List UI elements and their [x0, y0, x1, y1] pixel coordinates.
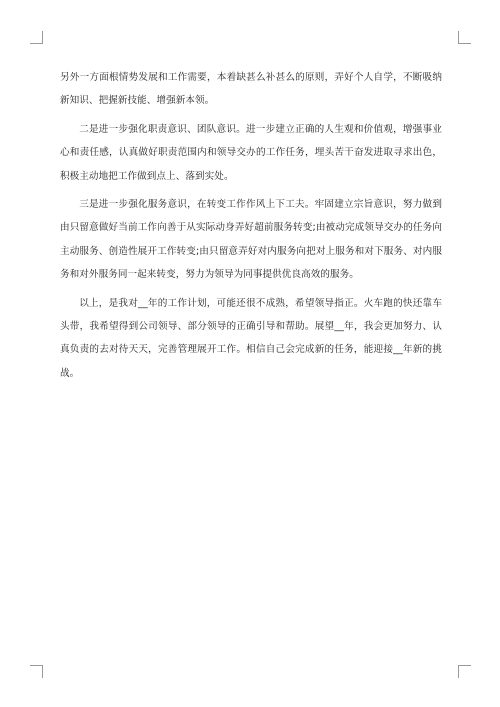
paragraph-service: 三是进一步强化服务意识，在转变工作作风上下工夫。牢固建立宗旨意识，努力做到由只留意做好当前工作向善于从实际动身弄好超前服务转变;由被动完成领导交办的任务向主动服务、创造性展开工作转变;由只留意弄好对内服务向把对上服务和对下服务、对内服务和对外服务同一起来转变，努力为领导为同事提供优良高效的服务。: [60, 199, 442, 281]
paragraph-responsibility: 二是进一步强化职责意识、团队意识。进一步建立正确的人生观和价值观，增强事业心和责任感，认真做好职责范围内和领导交办的工作任务，埋头苦干奋发进取寻求出色，积极主动地把工作做到点上、落到实处。: [60, 123, 442, 182]
paragraph-self-study: 另外一方面根情势发展和工作需要，本着缺甚么补甚么的原则，弄好个人自学，不断吸纳新知识、把握新技能、增强新本领。: [60, 72, 442, 107]
crop-mark-top-left: [30, 31, 43, 44]
crop-mark-bottom-right: [458, 665, 471, 678]
crop-mark-top-right: [458, 31, 471, 44]
paragraph-conclusion: 以上，是我对__年的工作计划，可能还很不成熟，希望领导指正。火车跑的快还靠车头带，我希望得到公司领导、部分领导的正确引导和帮助。展望__年，我会更加努力、认真负责的去对待天天，完善管理展开工作。相信自己会完成新的任务，能迎接__年新的挑战。: [60, 297, 442, 379]
document-body: [60, 66, 442, 390]
crop-mark-bottom-left: [30, 665, 43, 678]
